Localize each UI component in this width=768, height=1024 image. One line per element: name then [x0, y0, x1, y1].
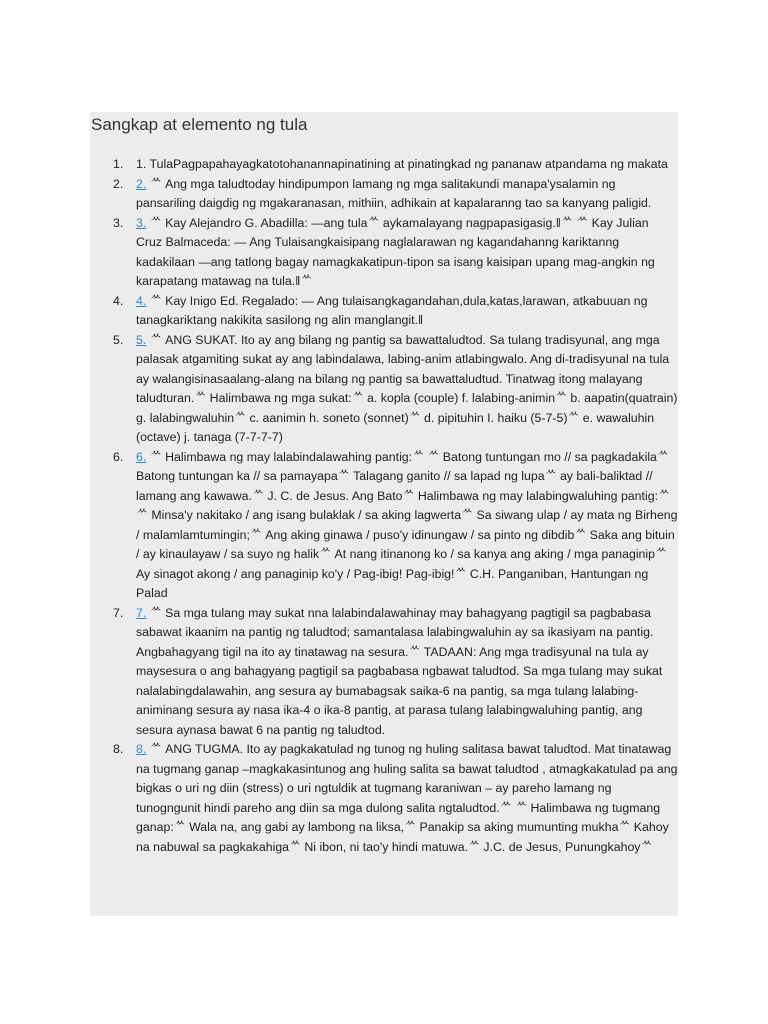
list-number: 5. [113, 332, 124, 347]
list-item [113, 740, 678, 857]
item-text: ᄊ Sa mga tulang may sukat nna lalabindalawahinay may bahagyang pagtigil sa pagbabasa sabawat ikaanim na pantig ng taludtod; samantalasa lalabingwaluhin ay sa ikasiyam na pantig. Angbahagyang tigil na ito ay tinatawag na sesura.ᄊ TADAAN: Ang mga tradisyunal na tula ay maysesura o ang bahagyang pagtigil sa pagbabasa ngbawat taludtod. Sa mga tulang may sukat nalalabingdalawahin, ang sesura ay bumabagsak saika-6 na pantig, sa mga tulang lalabing-animinang sesura ay nasa ika-4 o ika-8 pantig, at parasa tulang lalabingwaluhing pantig, ang sesura aynasa bawat 6 na pantig ng taludtod. [136, 605, 663, 737]
list-number: 4. [113, 293, 124, 308]
list-item [113, 331, 678, 448]
item-link[interactable]: 8. [136, 742, 147, 756]
list-item [113, 214, 678, 292]
list-item [113, 155, 678, 175]
list-item [113, 448, 678, 604]
page-title: Sangkap at elemento ng tula [91, 115, 308, 134]
list-item [113, 175, 678, 214]
list-number: 2. [113, 176, 124, 191]
list-number: 3. [113, 215, 124, 230]
item-text: ᄊ ANG SUKAT. Ito ay ang bilang ng pantig sa bawattaludtod. Sa tulang tradisyunal, ang mga palasak atgamiting sukat ay ang labindalawa, labing-anim atlabingwalo. Ang di-tradisyunal na tula ay walangisinasaalang-alang na bilang ng pantig sa bawattaludtud. Tinatwag itong malayang taludturan.ᄊ Halimbawa ng mga sukat:ᄊ a. kopla (couple) f. lalabing-animinᄊ b. aapatin(quatrain) g. lalabingwaluhinᄊ c. aanimin h. soneto (sonnet)ᄊ d. pipituhin I. haiku (5-7-5)ᄊ e. wawaluhin (octave) j. tanaga (7-7-7-7) [136, 332, 678, 444]
list-item [113, 292, 678, 331]
item-link[interactable]: 6. [136, 449, 147, 464]
item-text: ᄊ ANG TUGMA. Ito ay pagkakatulad ng tunog ng huling salitasa bawat taludtod. Mat tinatawag na tugmang ganap –magkakasintunog ang huling salita sa bawat taludtod , atmagkakatulad pa ang bigkas o uri ng diin (stress) o uri ngtuldik at tugmang karaniwan – ay pareho lamang ng tunogngunit hindi pareho ang diin sa mga dulong salita ngtaludtod.ᄊ ᄊ Halimbawa ng tugmang ganap:ᄊ Wala na, ang gabi ay lambong na liksa,ᄊ Panakip sa aking mumunting mukhaᄊ Kahoy na nabuwal sa pagkakahigaᄊ Ni ibon, ni tao'y hindi matuwa.ᄊ J.C. de Jesus, Punungkahoyᄊ [136, 742, 678, 854]
list-number: 7. [113, 605, 124, 620]
numbered-list [113, 155, 678, 857]
list-number: 6. [113, 449, 124, 464]
item-link[interactable]: 5. [136, 332, 147, 347]
item-text: ᄊ Ang mga taludtoday hindipumpon lamang ng mga salitakundi manapa'ysalamin ng pansariling daigdig ng mgakaranasan, mithiin, adhikain at kapalaranng tao sa kanyang paligid. [136, 176, 652, 210]
item-text: ᄊ Kay Inigo Ed. Regalado: — Ang tulaisangkagandahan,dula,katas,larawan, atkabuuan ng tanagkariktang nakikita sasilong ng alin manglangit.‖ [136, 293, 648, 327]
list-item [113, 604, 678, 741]
item-link[interactable]: 3. [136, 215, 147, 230]
item-link[interactable]: 2. [136, 176, 147, 191]
item-text: ᄊ Kay Alejandro G. Abadilla: —ang tulaᄊ aykamalayang nagpapasigasig.‖ᄊ ᄊ Kay Julian Cruz Balmaceda: — Ang Tulaisangkaisipang naglalarawan ng kagandahanng kariktanng kadakilaan —ang tatlong bagay namagkakatipun-tipon sa isang kaisipan upang mag-angkin ng karapatang matawag na tula.‖ᄊ [136, 215, 655, 288]
list-number: 8. [113, 742, 124, 756]
item-text: ᄊ Halimbawa ng may lalabindalawahing pantig:ᄊ ᄊ Batong tuntungan mo // sa pagkadakilaᄊ Batong tuntungan ka // sa pamayapaᄊ Talagang ganito // sa lapad ng lupaᄊ ay bali-baliktad // lamang ang kawawa.ᄊ J. C. de Jesus. Ang Batoᄊ Halimbawa ng may lalabingwaluhing pantig:ᄊ ᄊ Minsa'y nakitako / ang isang bulaklak / sa aking lagwertaᄊ Sa siwang ulap / ay mata ng Birheng / malamlamtumingin;ᄊ Ang aking ginawa / puso'y idinungaw / sa pinto ng dibdibᄊ Saka ang bituin / ay kinaulayaw / sa suyo ng halikᄊ At nang itinanong ko / sa kanya ang aking / mga panaginipᄊ Ay sinagot akong / ang panaginip ko'y / Pag-ibig! Pag-ibig!ᄊ C.H. Panganiban, Hantungan ng Palad [136, 449, 678, 600]
item-link[interactable]: 7. [136, 605, 147, 620]
item-link[interactable]: 4. [136, 293, 147, 308]
item-text: 1. TulaPagpapahayagkatotohanannapinatining at pinatingkad ng pananaw atpandama ng makata [136, 157, 668, 171]
list-number: 1. [113, 157, 124, 171]
